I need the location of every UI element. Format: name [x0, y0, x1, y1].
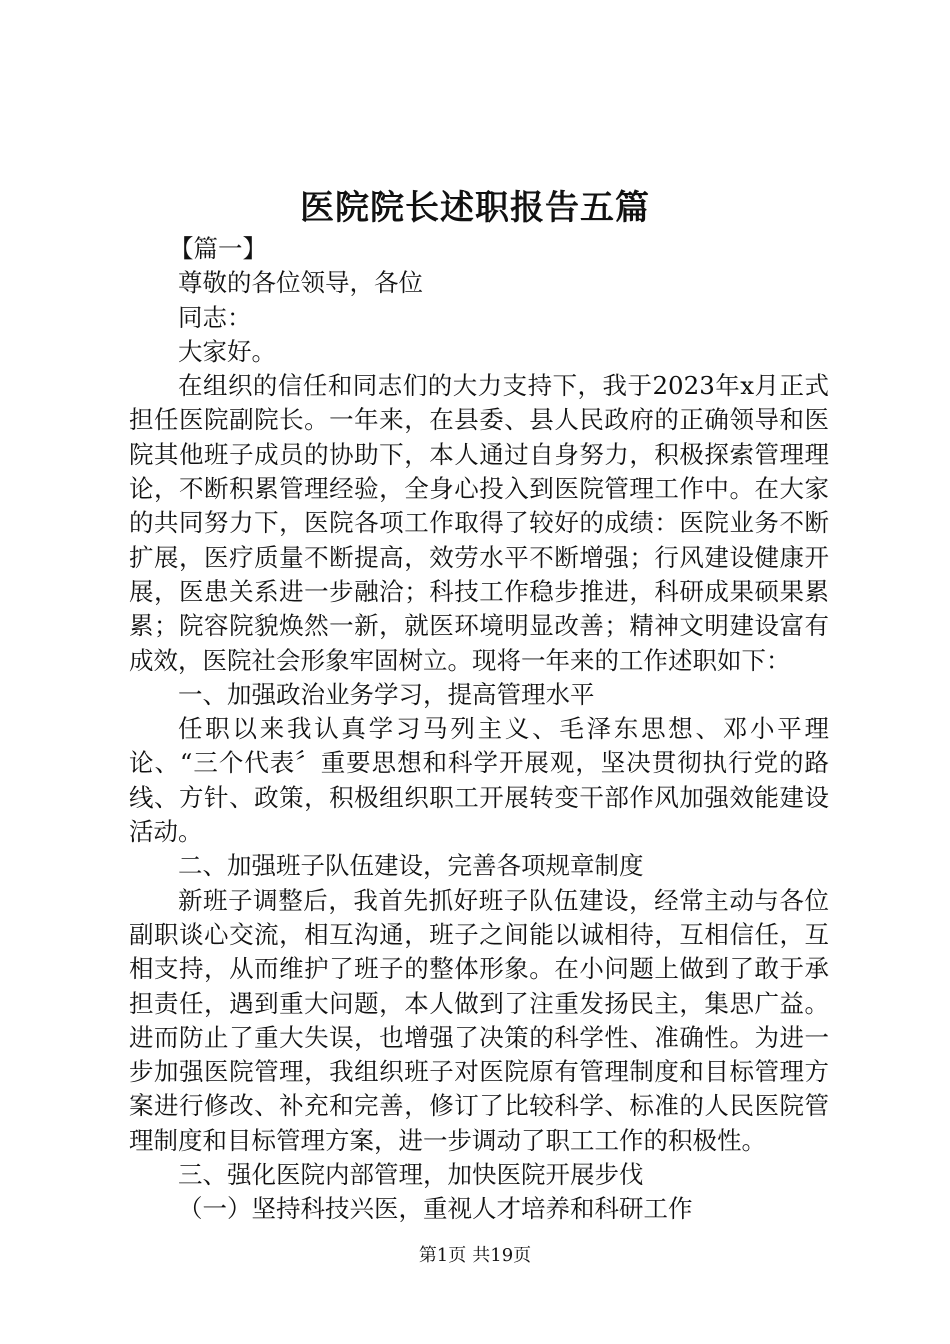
section-paragraph-1: 任职以来我认真学习马列主义、毛泽东思想、邓小平理论、“三个代表〞重要思想和科学开展观，坚决贯彻执行党的路线、方针、政策，积极组织职工开展转变干部作风加强效能建设活动。 [129, 714, 829, 847]
salutation: 尊敬的各位领导，各位 [178, 268, 423, 298]
page-total: 共19页 [472, 1245, 532, 1266]
document-title: 医院院长述职报告五篇 [300, 188, 650, 228]
section-paragraph-2: 新班子调整后，我首先抓好班子队伍建设，经常主动与各位副职谈心交流，相互沟通，班子之间能以诚相待，互相信任，互相支持，从而维护了班子的整体形象。在小问题上做到了敢于承担责任，遇到重大问题，本人做到了注重发扬民主，集思广益。进而防止了重大失误，也增强了决策的科学性、准确性。为进一步加强医院管理，我组织班子对医院原有管理制度和目标管理方案进行修改、补充和完善，修订了比较科学、标准的人民医院管理制度和目标管理方案，进一步调动了职工工作的积极性。 [129, 885, 829, 1155]
section-heading-2: 二、加强班子队伍建设，完善各项规章制度 [178, 851, 644, 881]
section-heading-1: 一、加强政治业务学习，提高管理水平 [178, 679, 595, 709]
page-number: 第1页 [418, 1245, 467, 1266]
intro-paragraph: 在组织的信任和同志们的大力支持下，我于2023年x月正式担任医院副院长。一年来，在县委、县人民政府的正确领导和医院其他班子成员的协助下，本人通过自身努力，积极探索管理理论，不断积累管理经验，全身心投入到医院管理工作中。在大家的共同努力下，医院各项工作取得了较好的成绩：医院业务不断扩展，医疗质量不断提高，效劳水平不断增强；行风建设健康开展，医患关系进一步融洽；科技工作稳步推进，科研成果硕果累累；院容院貌焕然一新，就医环境明显改善；精神文明建设富有成效，医院社会形象牢固树立。现将一年来的工作述职如下： [129, 371, 829, 675]
subsection-heading-1: （一）坚持科技兴医，重视人才培养和科研工作 [178, 1194, 693, 1224]
salutation-continued: 同志： [178, 302, 252, 332]
document-body [129, 232, 829, 1227]
section-label: 【篇一】 [169, 234, 267, 263]
page-footer [0, 1244, 950, 1268]
greeting: 大家好。 [178, 336, 276, 366]
section-heading-3: 三、强化医院内部管理，加快医院开展步伐 [178, 1160, 644, 1190]
